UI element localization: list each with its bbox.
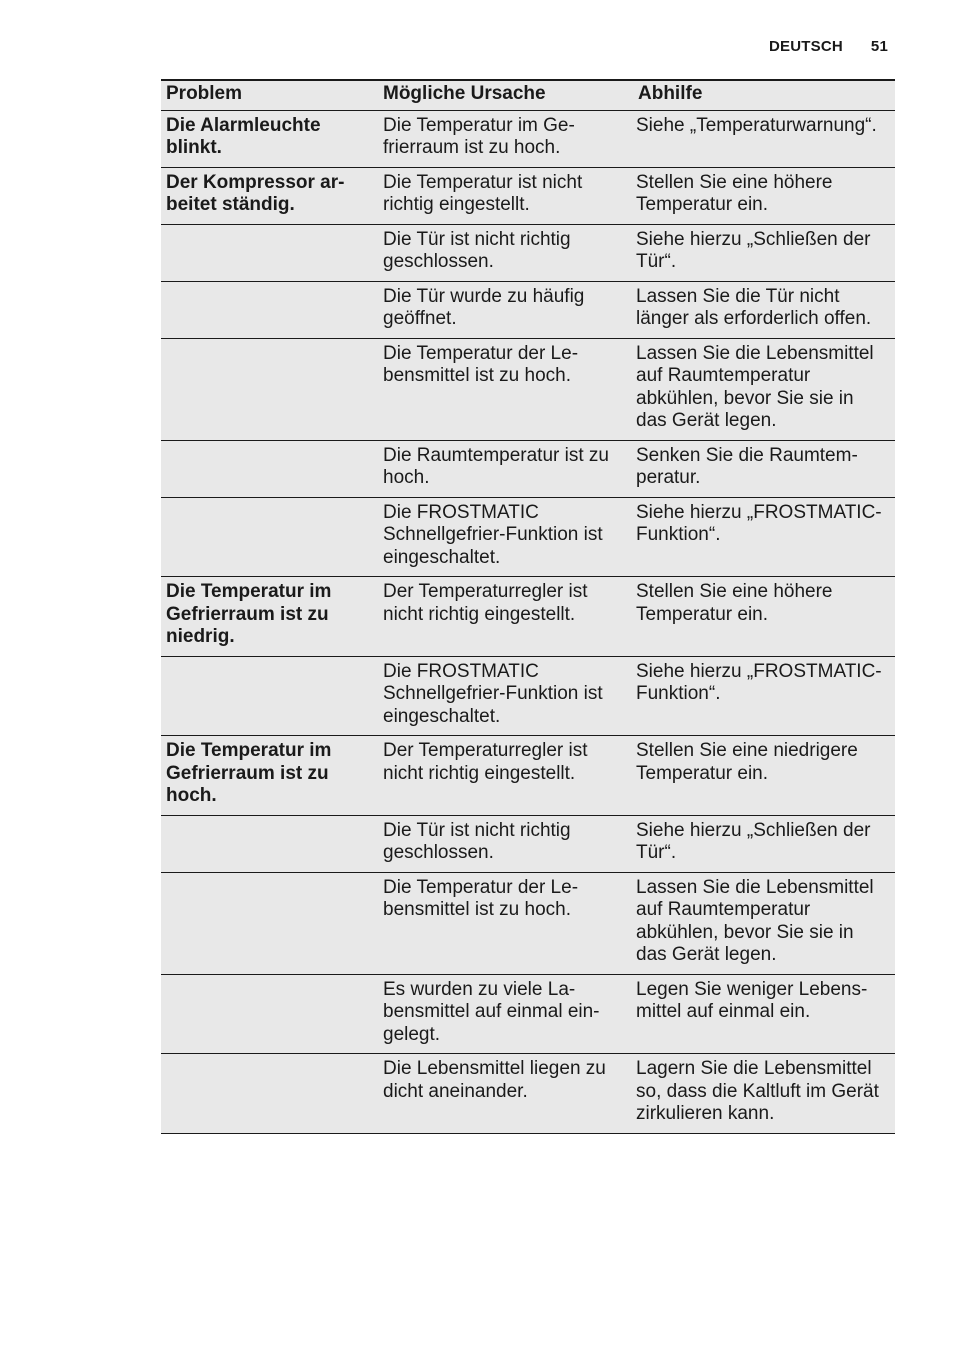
cause-cell: Die Raumtemperatur ist zu hoch. <box>380 440 633 497</box>
cause-cell: Die Tür ist nicht richtig geschlossen. <box>380 815 633 872</box>
remedy-cell: Siehe hierzu „Schließen der Tür“. <box>633 815 895 872</box>
cause-cell: Die Tür ist nicht richtig geschlossen. <box>380 224 633 281</box>
remedy-cell: Lassen Sie die Lebensmittel auf Raumtemperatur abkühlen, bevor Sie sie in das Gerät legen. <box>633 872 895 974</box>
problem-cell: Die Alarmleuchte blinkt. <box>161 110 380 167</box>
remedy-cell: Siehe hierzu „FROSTMATIC-Funktion“. <box>633 656 895 736</box>
problem-cell <box>161 440 380 497</box>
problem-cell <box>161 656 380 736</box>
problem-cell <box>161 497 380 577</box>
table-row <box>161 577 895 657</box>
problem-cell <box>161 974 380 1054</box>
remedy-cell: Stellen Sie eine höhere Temperatur ein. <box>633 577 895 657</box>
column-header-problem: Problem <box>161 80 380 110</box>
table-row <box>161 281 895 338</box>
cause-cell: Die Temperatur der Lebensmittel ist zu hoch. <box>380 338 633 440</box>
cause-cell: Die Temperatur im Gefrierraum ist zu hoch. <box>380 110 633 167</box>
problem-cell <box>161 281 380 338</box>
problem-cell <box>161 1054 380 1134</box>
table-row <box>161 338 895 440</box>
header-language: DEUTSCH <box>769 38 843 55</box>
remedy-cell: Siehe hierzu „Schließen der Tür“. <box>633 224 895 281</box>
problem-cell <box>161 872 380 974</box>
problem-cell: Der Kompressor arbeitet ständig. <box>161 167 380 224</box>
remedy-cell: Stellen Sie eine niedrigere Temperatur ein. <box>633 736 895 816</box>
remedy-cell: Senken Sie die Raumtemperatur. <box>633 440 895 497</box>
table-row <box>161 974 895 1054</box>
table-row <box>161 736 895 816</box>
table-header-row <box>161 80 895 110</box>
problem-cell <box>161 815 380 872</box>
column-header-remedy: Abhilfe <box>633 80 895 110</box>
problem-cell: Die Temperatur im Gefrierraum ist zu niedrig. <box>161 577 380 657</box>
table-row <box>161 167 895 224</box>
table-row <box>161 815 895 872</box>
cause-cell: Der Temperaturregler ist nicht richtig eingestellt. <box>380 736 633 816</box>
table-row <box>161 440 895 497</box>
table-row <box>161 224 895 281</box>
problem-cell <box>161 224 380 281</box>
remedy-cell: Siehe „Temperaturwarnung“. <box>633 110 895 167</box>
cause-cell: Die Lebensmittel liegen zu dicht aneinander. <box>380 1054 633 1134</box>
problem-cell: Die Temperatur im Gefrierraum ist zu hoch. <box>161 736 380 816</box>
table-row <box>161 1054 895 1134</box>
cause-cell: Die FROSTMATIC Schnellgefrier-Funktion ist eingeschaltet. <box>380 497 633 577</box>
remedy-cell: Legen Sie weniger Lebensmittel auf einmal ein. <box>633 974 895 1054</box>
remedy-cell: Lassen Sie die Tür nicht länger als erforderlich offen. <box>633 281 895 338</box>
troubleshooting-table <box>161 79 895 1134</box>
cause-cell: Die FROSTMATIC Schnellgefrier-Funktion ist eingeschaltet. <box>380 656 633 736</box>
problem-cell <box>161 338 380 440</box>
table-row <box>161 656 895 736</box>
table-row <box>161 110 895 167</box>
cause-cell: Es wurden zu viele Labensmittel auf einmal eingelegt. <box>380 974 633 1054</box>
column-header-cause: Mögliche Ursache <box>380 80 633 110</box>
cause-cell: Die Tür wurde zu häufig geöffnet. <box>380 281 633 338</box>
page-number: 51 <box>870 38 888 55</box>
remedy-cell: Siehe hierzu „FROSTMATIC-Funktion“. <box>633 497 895 577</box>
table-row <box>161 872 895 974</box>
remedy-cell: Lassen Sie die Lebensmittel auf Raumtemperatur abkühlen, bevor Sie sie in das Gerät legen. <box>633 338 895 440</box>
cause-cell: Die Temperatur der Lebensmittel ist zu hoch. <box>380 872 633 974</box>
cause-cell: Die Temperatur ist nicht richtig eingestellt. <box>380 167 633 224</box>
remedy-cell: Stellen Sie eine höhere Temperatur ein. <box>633 167 895 224</box>
page-header <box>769 38 888 55</box>
remedy-cell: Lagern Sie die Lebensmittel so, dass die Kaltluft im Gerät zirkulieren kann. <box>633 1054 895 1134</box>
cause-cell: Der Temperaturregler ist nicht richtig eingestellt. <box>380 577 633 657</box>
table-row <box>161 497 895 577</box>
